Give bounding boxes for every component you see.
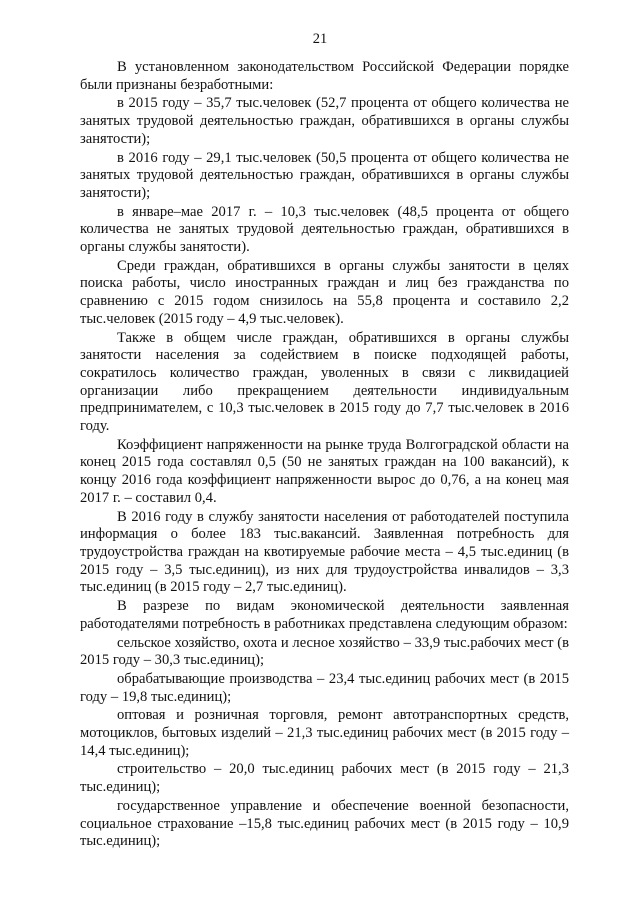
paragraph-dismissed-citizens: Также в общем числе граждан, обратившихся в органы службы занятости населения за содействием в поиске подходящей работы, сократилось количество граждан, уволенных в связи с ликвидацией организации либо прекращением деятельности индивидуальным предпринимателем, с 10,3 тыс.человек в 2015 году до 7,7 тыс.человек в 2016 году. xyxy=(80,329,569,435)
list-item-agriculture: сельское хозяйство, охота и лесное хозяйство – 33,9 тыс.рабочих мест (в 2015 году – 30,3 тыс.единиц); xyxy=(80,634,569,669)
list-item-trade: оптовая и розничная торговля, ремонт автотранспортных средств, мотоциклов, бытовых изделий – 21,3 тыс.единиц рабочих мест (в 2015 году – 14,4 тыс.единиц); xyxy=(80,707,569,759)
paragraph-foreign-citizens: Среди граждан, обратившихся в органы службы занятости в целях поиска работы, число иностранных граждан и лиц без гражданства по сравнению с 2015 годом снизилось на 55,8 процента и составило 2,2 тыс.человек (2015 году – 4,9 тыс.человек). xyxy=(80,257,569,327)
document-body xyxy=(80,59,569,851)
list-item-construction: строительство – 20,0 тыс.единиц рабочих мест (в 2015 году – 21,3 тыс.единиц); xyxy=(80,761,569,796)
paragraph-unemployed-2017: в январе–мае 2017 г. – 10,3 тыс.человек (48,5 процента от общего количества не занятых трудовой деятельностью граждан, обратившихся в органы службы занятости). xyxy=(80,203,569,256)
page-number: 21 xyxy=(312,31,328,47)
paragraph-unemployed-2015: в 2015 году – 35,7 тыс.человек (52,7 процента от общего количества не занятых трудовой деятельностью граждан, обратившихся в органы службы занятости); xyxy=(80,95,569,147)
paragraph-unemployed-2016: в 2016 году – 29,1 тыс.человек (50,5 процента от общего количества не занятых трудовой деятельностью граждан, обратившихся в органы службы занятости); xyxy=(80,149,569,201)
paragraph-tension-coefficient: Коэффициент напряженности на рынке труда Волгоградской области на конец 2015 года составлял 0,5 (50 не занятых граждан на 100 вакансий), к концу 2016 года коэффициент напряженности вырос до 0,76, а на конец мая 2017 г. – составил 0,4. xyxy=(80,436,569,506)
list-item-public-administration: государственное управление и обеспечение военной безопасности, социальное страхование –15,8 тыс.единиц рабочих мест (в 2015 году – 10,9 тыс.единиц); xyxy=(80,797,569,850)
paragraph-demand-by-activity: В разрезе по видам экономической деятельности заявленная работодателями потребность в работниках представлена следующим образом: xyxy=(80,598,569,632)
list-item-manufacturing: обрабатывающие производства – 23,4 тыс.единиц рабочих мест (в 2015 году – 19,8 тыс.единиц); xyxy=(80,670,569,705)
paragraph-vacancies: В 2016 году в службу занятости населения от работодателей поступила информация о более 183 тыс.вакансий. Заявленная потребность для трудоустройства граждан на квотируемые рабочие места – 4,5 тыс.единиц (в 2015 году – 3,5 тыс.единиц), из них для трудоустройства инвалидов – 3,3 тыс.единиц (в 2015 году – 2,7 тыс.единиц). xyxy=(80,508,569,596)
paragraph-unemployed-intro: В установленном законодательством Российской Федерации порядке были признаны безработными: xyxy=(80,59,569,93)
